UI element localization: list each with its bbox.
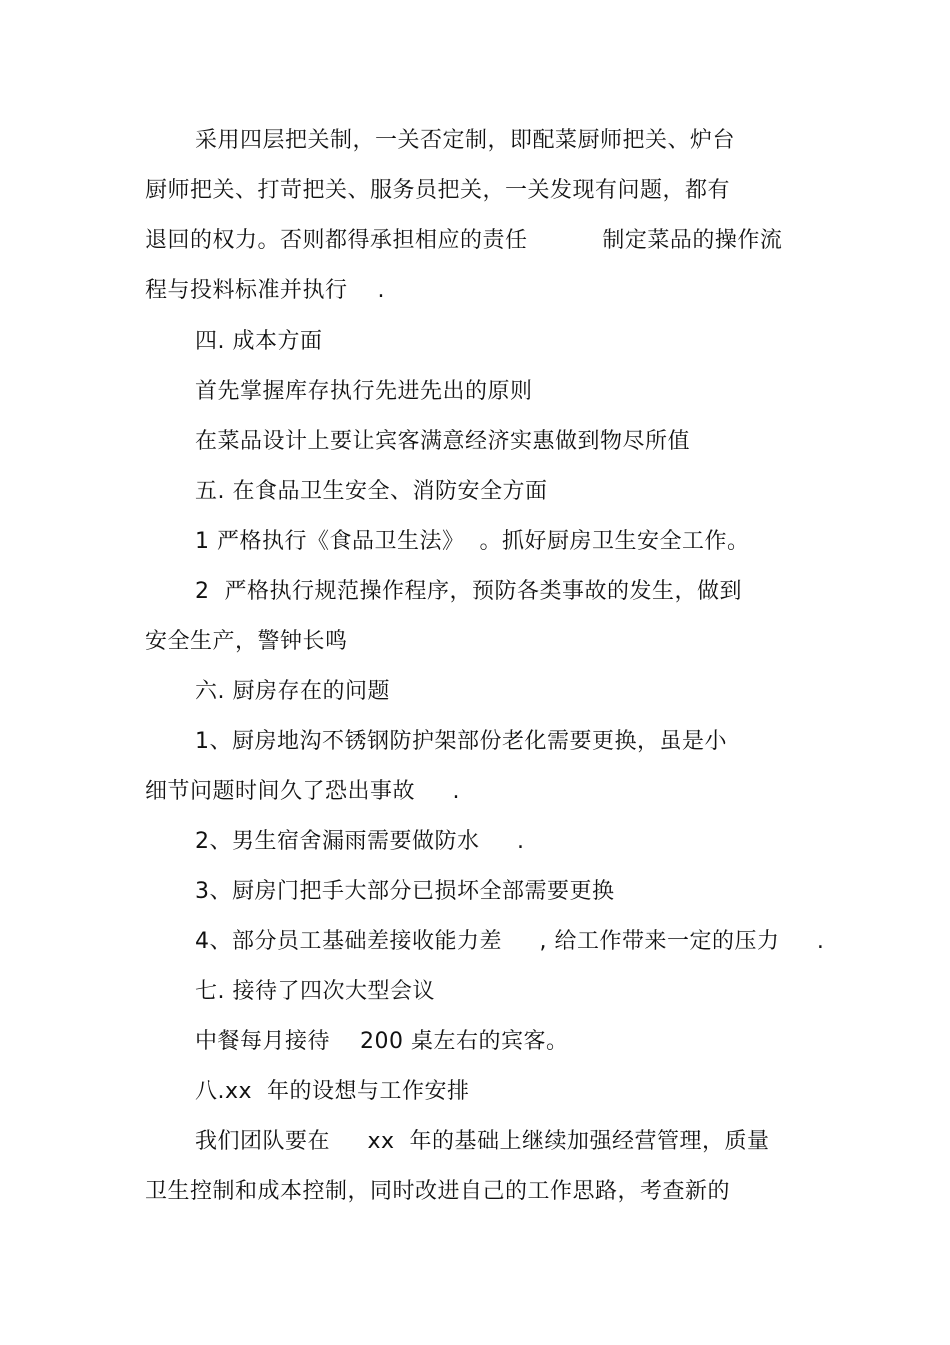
paragraph-line: 细节问题时间久了恐出事故 . — [145, 779, 460, 804]
list-item: 4、部分员工基础差接收能力差 , 给工作带来一定的压力 . — [195, 929, 825, 954]
paragraph-line: 首先掌握库存执行先进先出的原则 — [195, 379, 533, 404]
paragraph-line: 厨师把关、打苛把关、服务员把关，一关发现有问题，都有 — [145, 178, 731, 203]
list-item: 1、厨房地沟不锈钢防护架部份老化需要更换，虽是小 — [195, 729, 727, 754]
section-heading: 六. 厨房存在的问题 — [195, 679, 390, 704]
paragraph-line: 卫生控制和成本控制，同时改进自己的工作思路，考查新的 — [145, 1179, 731, 1204]
paragraph-line: 退回的权力。否则都得承担相应的责任 制定菜品的操作流 — [145, 228, 783, 253]
list-item: 3、厨房门把手大部分已损坏全部需要更换 — [195, 879, 615, 904]
paragraph-line: 安全生产，警钟长鸣 — [145, 629, 348, 654]
section-heading: 七. 接待了四次大型会议 — [195, 979, 435, 1004]
paragraph-line: 在菜品设计上要让宾客满意经济实惠做到物尽所值 — [195, 429, 691, 454]
list-item: 1 严格执行《食品卫生法》 。抓好厨房卫生安全工作。 — [195, 529, 750, 554]
paragraph-line: 中餐每月接待 200 桌左右的宾客。 — [195, 1029, 569, 1054]
paragraph-line: 程与投料标准并执行 . — [145, 278, 385, 303]
section-heading: 八.xx 年的设想与工作安排 — [195, 1079, 470, 1104]
paragraph-line: 我们团队要在 xx 年的基础上继续加强经营管理，质量 — [195, 1129, 770, 1154]
list-item: 2 严格执行规范操作程序，预防各类事故的发生，做到 — [195, 579, 742, 604]
section-heading: 五. 在食品卫生安全、消防安全方面 — [195, 479, 548, 504]
section-heading: 四. 成本方面 — [195, 329, 323, 354]
paragraph-line: 采用四层把关制，一关否定制，即配菜厨师把关、炉台 — [195, 128, 736, 153]
list-item: 2、男生宿舍漏雨需要做防水 . — [195, 829, 525, 854]
